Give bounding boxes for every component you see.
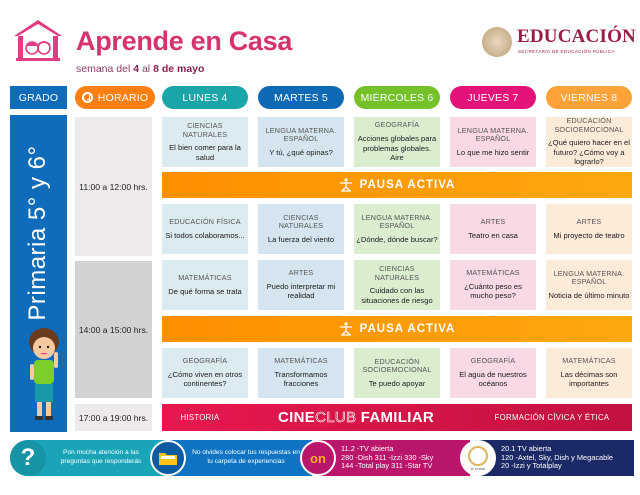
- channel-line: 20 -Izzi y Totalplay: [501, 461, 562, 471]
- class-cell[interactable]: [258, 260, 344, 310]
- time-label: 17:00 a 19:00 hrs.: [78, 412, 149, 423]
- time-label: 14:00 a 15:00 hrs.: [78, 324, 149, 335]
- topic-label: ¿Qué quiero hacer en el futuro? ¿Cómo voy a lograrlo?: [548, 138, 630, 167]
- class-cell[interactable]: [162, 260, 248, 310]
- time-label: 11:00 a 12:00 hrs.: [79, 181, 148, 192]
- grado-label-vertical: Primaria 5° y 6°: [24, 145, 51, 321]
- subtitle-prefix: semana del: [76, 63, 134, 75]
- subject-label: LENGUA MATERNA. ESPAÑOL: [361, 212, 433, 231]
- channel-line: 144 -Total play 311 -Star TV: [341, 461, 433, 471]
- subject-label: GEOGRAFÍA: [182, 356, 228, 366]
- cineclub-band: [162, 404, 632, 431]
- column-header-horario: [75, 86, 155, 109]
- topic-label: Si todos colaboramos...: [165, 230, 245, 240]
- stretching-person-icon: [339, 322, 353, 336]
- cine-text: CINE: [278, 409, 316, 426]
- stretching-person-icon: [339, 178, 353, 192]
- tip-folder-text: No olvides colocar tus respuestas en tu carpeta de experiencias: [192, 449, 300, 465]
- class-cell[interactable]: [354, 348, 440, 398]
- tv-unam-label: tv unam: [470, 465, 486, 471]
- class-cell[interactable]: [354, 260, 440, 310]
- day-label: LUNES 4: [182, 91, 228, 104]
- time-slot-afternoon: [75, 261, 152, 398]
- column-header-viernes: [546, 86, 632, 109]
- tv-unam-logo-icon: [460, 440, 496, 476]
- national-seal-icon: [482, 27, 512, 57]
- column-header-miercoles: [354, 86, 440, 109]
- topic-label: Cuidado con las situaciones de riesgo: [361, 286, 433, 305]
- channel-line: 280 -Dish 311 -Izzi 330 -Sky: [341, 452, 434, 462]
- day-label: MARTES 5: [274, 91, 328, 104]
- channel-once-text: [336, 445, 438, 472]
- class-cell[interactable]: [162, 348, 248, 398]
- day-label: JUEVES 7: [467, 91, 519, 104]
- brand-subtitle: SECRETARÍA DE EDUCACIÓN PÚBLICA: [518, 49, 615, 54]
- topic-label: ¿Cuánto peso es mucho peso?: [464, 281, 522, 301]
- topic-label: Noticia de último minuto: [548, 290, 630, 300]
- channel-tvunam-text: [496, 445, 618, 472]
- class-cell[interactable]: [450, 204, 536, 254]
- subject-label: EDUCACIÓN FÍSICA: [169, 216, 241, 226]
- pausa-activa-bar: [162, 316, 632, 342]
- subject-label: MATEMÁTICAS: [466, 268, 520, 278]
- channel-line: 11.2 -TV abierta: [341, 443, 394, 453]
- topic-label: El agua de nuestros océanos: [459, 369, 527, 389]
- subtitle-end-date: 8 de mayo: [153, 63, 205, 75]
- class-cell[interactable]: [354, 204, 440, 254]
- club-text: CLUB: [315, 409, 357, 426]
- class-cell[interactable]: [162, 204, 248, 254]
- column-header-lunes: [162, 86, 248, 109]
- subject-label: EDUCACIÓN SOCIOEMOCIONAL: [554, 116, 624, 134]
- class-cell[interactable]: [258, 204, 344, 254]
- topic-label: Transformamos fracciones: [274, 369, 328, 389]
- topic-label: El bien comer para la salud: [169, 143, 241, 162]
- subject-label: MATEMÁTICAS: [178, 272, 232, 282]
- horario-label: HORARIO: [97, 91, 149, 104]
- pausa-label: PAUSA ACTIVA: [359, 179, 456, 191]
- once-ninas-ninos-logo-icon: on: [300, 440, 336, 476]
- class-cell[interactable]: [258, 348, 344, 398]
- pausa-label: PAUSA ACTIVA: [359, 323, 456, 335]
- time-slot-evening: [75, 404, 152, 431]
- topic-label: Acciones globales para problemas globales. Aire: [357, 134, 437, 163]
- day-label: VIERNES 8: [560, 91, 618, 104]
- subject-label: ARTES: [480, 216, 506, 226]
- class-cell[interactable]: [546, 348, 632, 398]
- time-slot-morning: [75, 117, 152, 256]
- subtitle-mid: al: [139, 63, 154, 75]
- grado-label: GRADO: [18, 91, 59, 104]
- page-title: Aprende en Casa: [76, 26, 293, 56]
- topic-label: Las décimas son importantes: [560, 369, 618, 389]
- subject-label: ARTES: [288, 268, 314, 278]
- subject-label: MATEMÁTICAS: [562, 356, 616, 366]
- class-cell[interactable]: [162, 117, 248, 167]
- aprende-en-casa-logo-icon: [12, 18, 64, 62]
- class-cell[interactable]: [450, 260, 536, 310]
- class-cell[interactable]: [546, 204, 632, 254]
- channel-line: 20.1 TV abierta: [501, 443, 552, 453]
- subject-label: CIENCIAS NATURALES: [182, 120, 228, 139]
- topic-label: De qué forma se trata: [168, 286, 242, 296]
- channel-tvunam: [460, 440, 634, 476]
- brand-name: EDUCACIÓN: [517, 26, 636, 47]
- topic-label: ¿Cómo viven en otros continentes?: [167, 369, 243, 389]
- subject-label: LENGUA MATERNA. ESPAÑOL: [457, 125, 529, 144]
- subject-label: EDUCACIÓN SOCIOEMOCIONAL: [362, 356, 432, 375]
- subject-label: LENGUA MATERNA. ESPAÑOL: [265, 125, 337, 144]
- class-cell[interactable]: [546, 260, 632, 310]
- class-cell[interactable]: [450, 117, 536, 167]
- familiar-text: FAMILIAR: [356, 409, 434, 426]
- grado-column: [10, 115, 67, 432]
- folder-icon: [150, 440, 186, 476]
- class-cell[interactable]: [450, 348, 536, 398]
- subject-label: CIENCIAS NATURALES: [374, 263, 420, 282]
- pausa-activa-bar: [162, 172, 632, 198]
- cineclub-familiar-title: [230, 409, 482, 426]
- topic-label: Teatro en casa: [468, 230, 518, 240]
- student-illustration-icon: [24, 320, 64, 430]
- class-cell[interactable]: [354, 117, 440, 167]
- channel-once: [300, 440, 470, 476]
- topic-label: Y tú, ¿qué opinas?: [269, 147, 333, 157]
- topic-label: Mi proyecto de teatro: [553, 230, 625, 240]
- tip-folder: [150, 440, 312, 476]
- topic-label: Te puedo apoyar: [368, 378, 426, 388]
- topic-label: Lo que me hizo sentir: [456, 147, 530, 157]
- subject-label: CIENCIAS NATURALES: [278, 212, 324, 231]
- subtitle-start-day: 4: [133, 63, 140, 75]
- column-header-grado: [10, 86, 67, 109]
- topic-label: Puedo interpretar mi realidad: [266, 281, 336, 301]
- formacion-civica-label: FORMACIÓN CÍVICA Y ÉTICA: [494, 413, 610, 422]
- topic-label: ¿Dónde, dónde buscar?: [356, 234, 438, 244]
- clock-icon: [82, 92, 93, 103]
- subject-label: ARTES: [576, 216, 602, 226]
- column-header-jueves: [450, 86, 536, 109]
- class-cell[interactable]: [546, 117, 632, 167]
- subject-label: LENGUA MATERNA. ESPAÑOL: [553, 268, 625, 287]
- historia-label: HISTORIA: [180, 413, 220, 422]
- subject-label: GEOGRAFÍA: [470, 356, 516, 366]
- tip-attention: [10, 440, 170, 476]
- week-subtitle: [76, 63, 204, 75]
- question-mark-icon: ?: [10, 440, 46, 476]
- column-header-martes: [258, 86, 344, 109]
- topic-label: La fuerza del viento: [267, 234, 335, 244]
- channel-line: 120 -Axtel, Sky, Dish y Megacable: [501, 452, 614, 462]
- subject-label: MATEMÁTICAS: [274, 356, 328, 366]
- day-label: MIÉRCOLES 6: [360, 91, 434, 104]
- tip-attention-text: Pon mucha atención a las preguntas que responderás: [60, 449, 142, 465]
- subject-label: GEOGRAFÍA: [374, 120, 420, 130]
- class-cell[interactable]: [258, 117, 344, 167]
